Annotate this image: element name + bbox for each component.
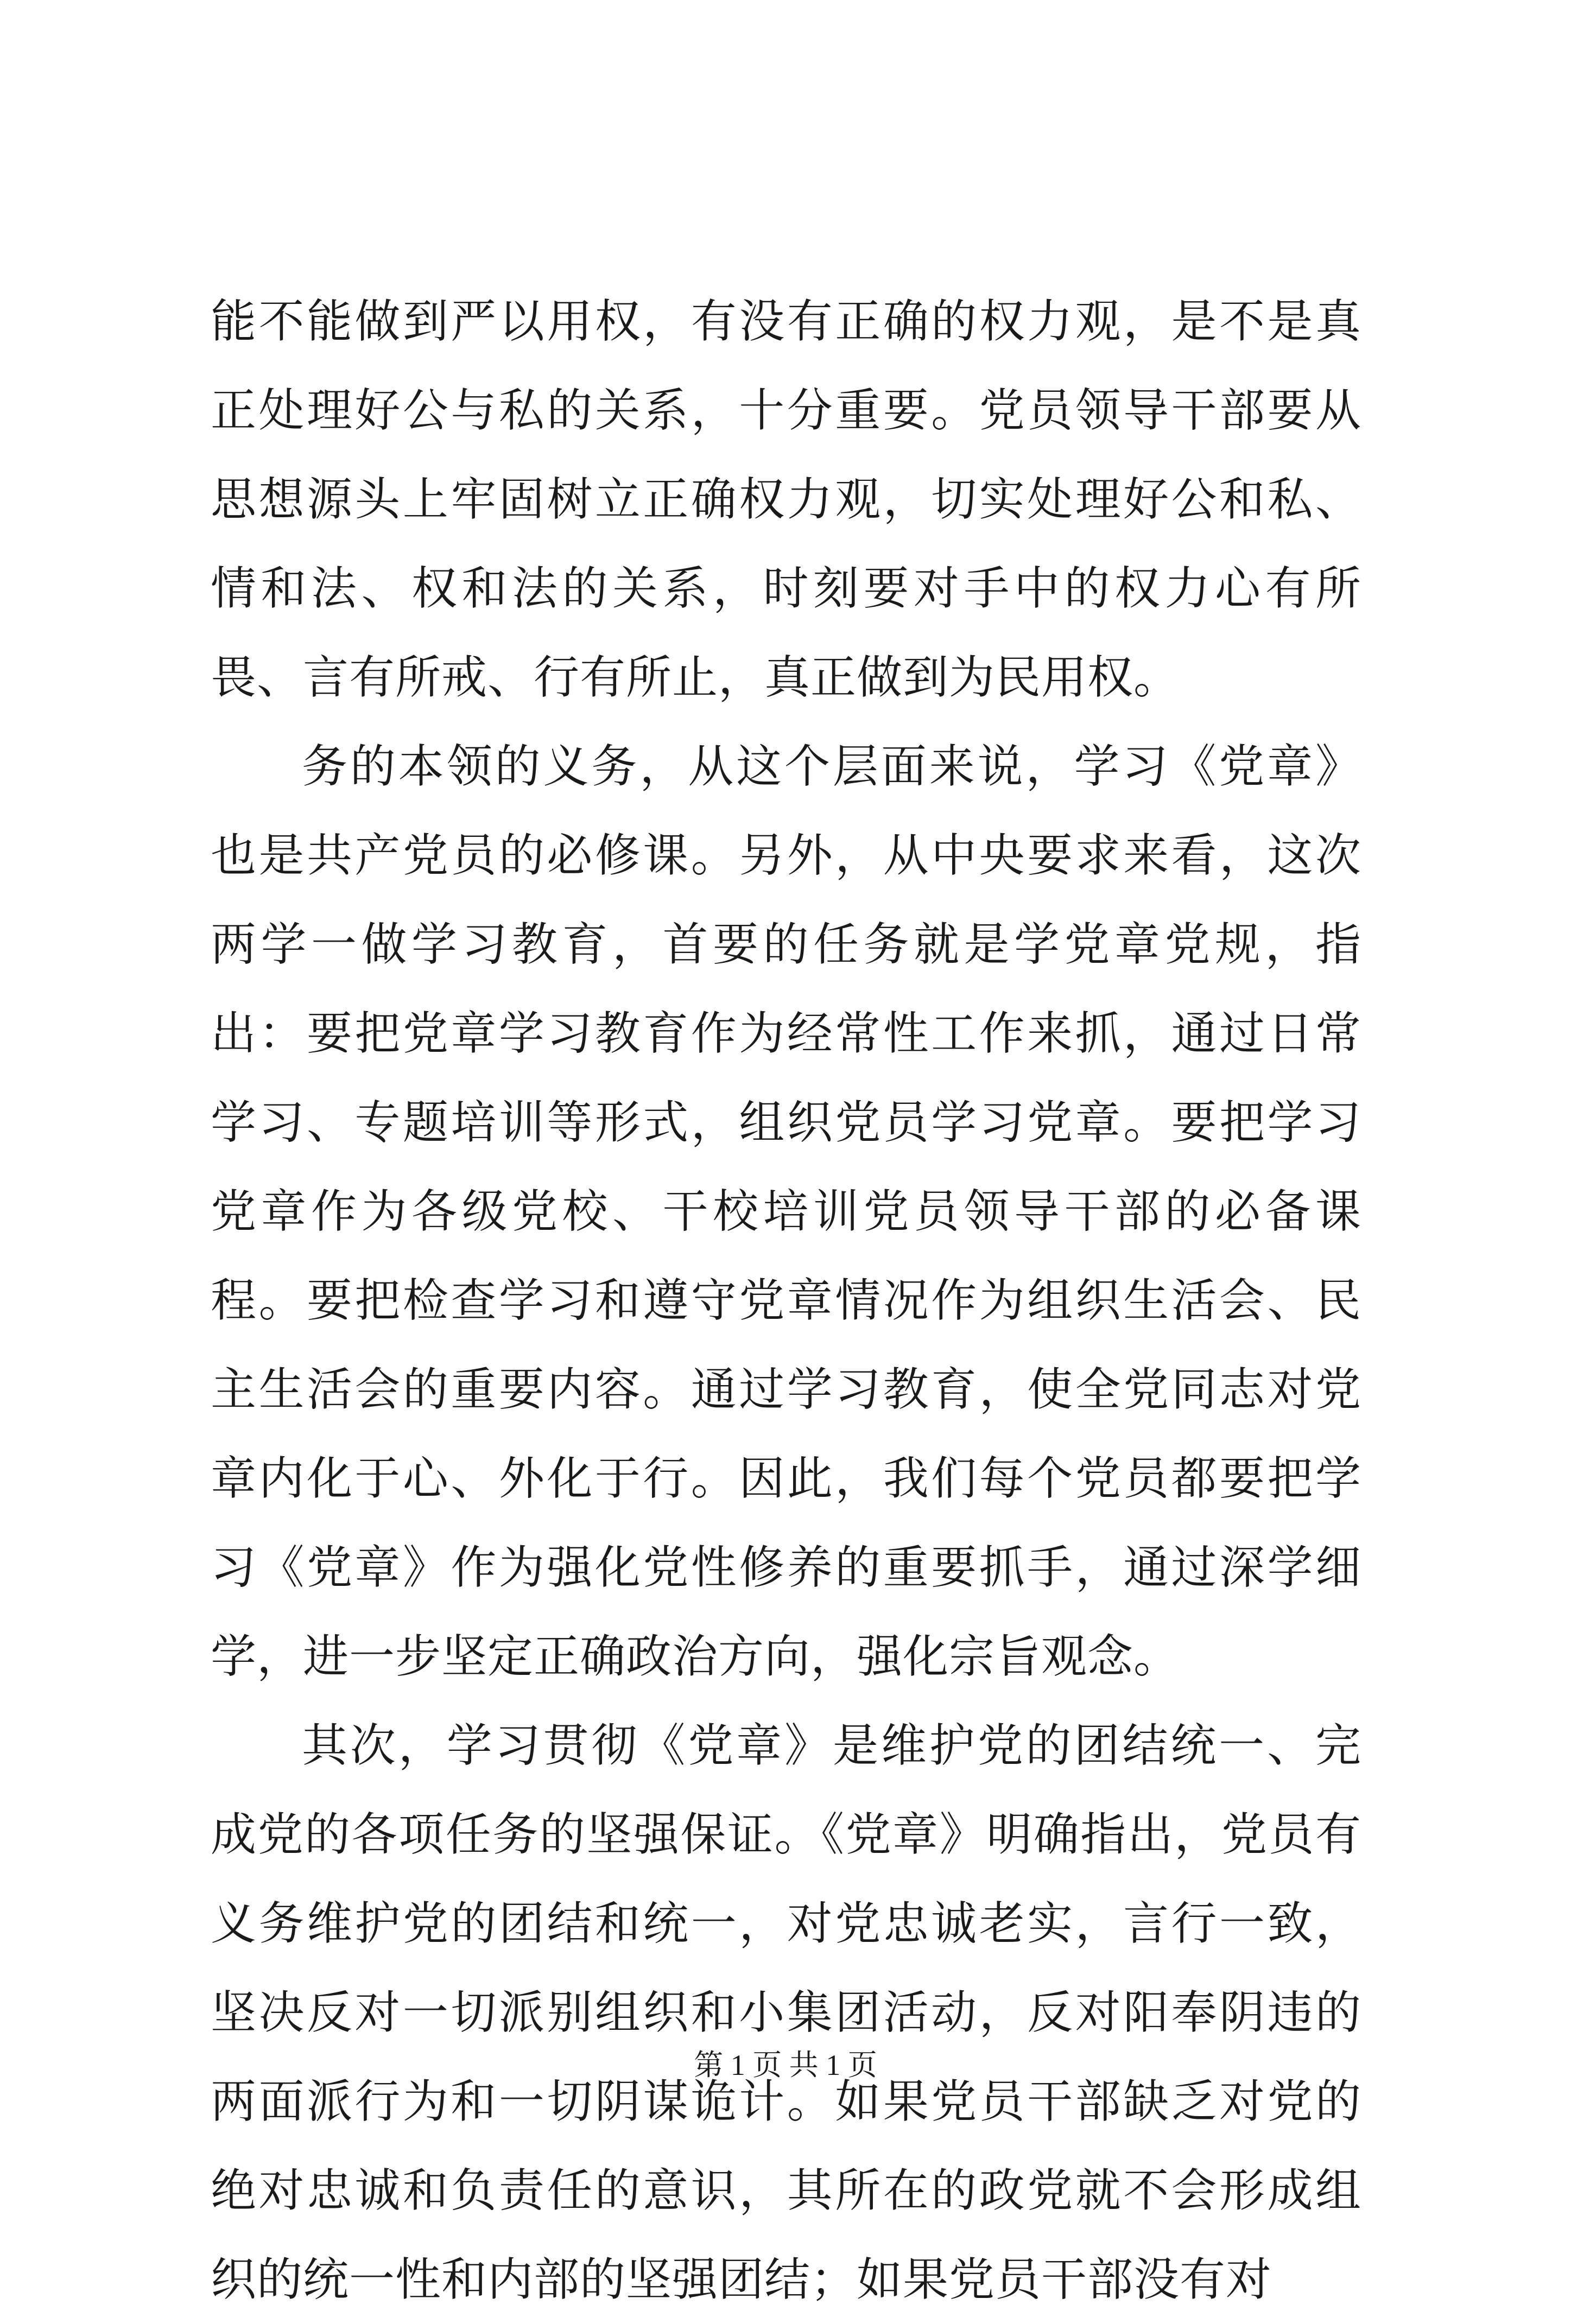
document-body <box>211 277 1361 2324</box>
paragraph-2: 务的本领的义务，从这个层面来说，学习《党章》也是共产党员的必修课。另外，从中央要求来看，这次两学一做学习教育，首要的任务就是学党章党规，指出：要把党章学习教育作为经常性工作来抓，通过日常学习、专题培训等形式，组织党员学习党章。要把学习党章作为各级党校、干校培训党员领导干部的必备课程。要把检查学习和遵守党章情况作为组织生活会、民主生活会的重要内容。通过学习教育，使全党同志对党章内化于心、外化于行。因此，我们每个党员都要把学习《党章》作为强化党性修养的重要抓手，通过深学细学，进一步坚定正确政治方向，强化宗旨观念。 <box>211 740 1361 1683</box>
paragraph-1: 能不能做到严以用权，有没有正确的权力观，是不是真正处理好公与私的关系，十分重要。党员领导干部要从思想源头上牢固树立正确权力观，切实处理好公和私、情和法、权和法的关系，时刻要对手中的权力心有所畏、言有所戒、行有所止，真正做到为民用权。 <box>211 295 1361 704</box>
paragraph-3: 其次，学习贯彻《党章》是维护党的团结统一、完成党的各项任务的坚强保证。《党章》明确指出，党员有义务维护党的团结和统一，对党忠诚老实，言行一致，坚决反对一切派别组织和小集团活动，反对阳奉阴违的两面派行为和一切阴谋诡计。如果党员干部缺乏对党的绝对忠诚和负责任的意识，其所在的政党就不会形成组织的统一性和内部的坚强团结；如果党员干部没有对 <box>211 1719 1361 2306</box>
page-footer: 第 1 页 共 1 页 <box>694 2049 877 2081</box>
